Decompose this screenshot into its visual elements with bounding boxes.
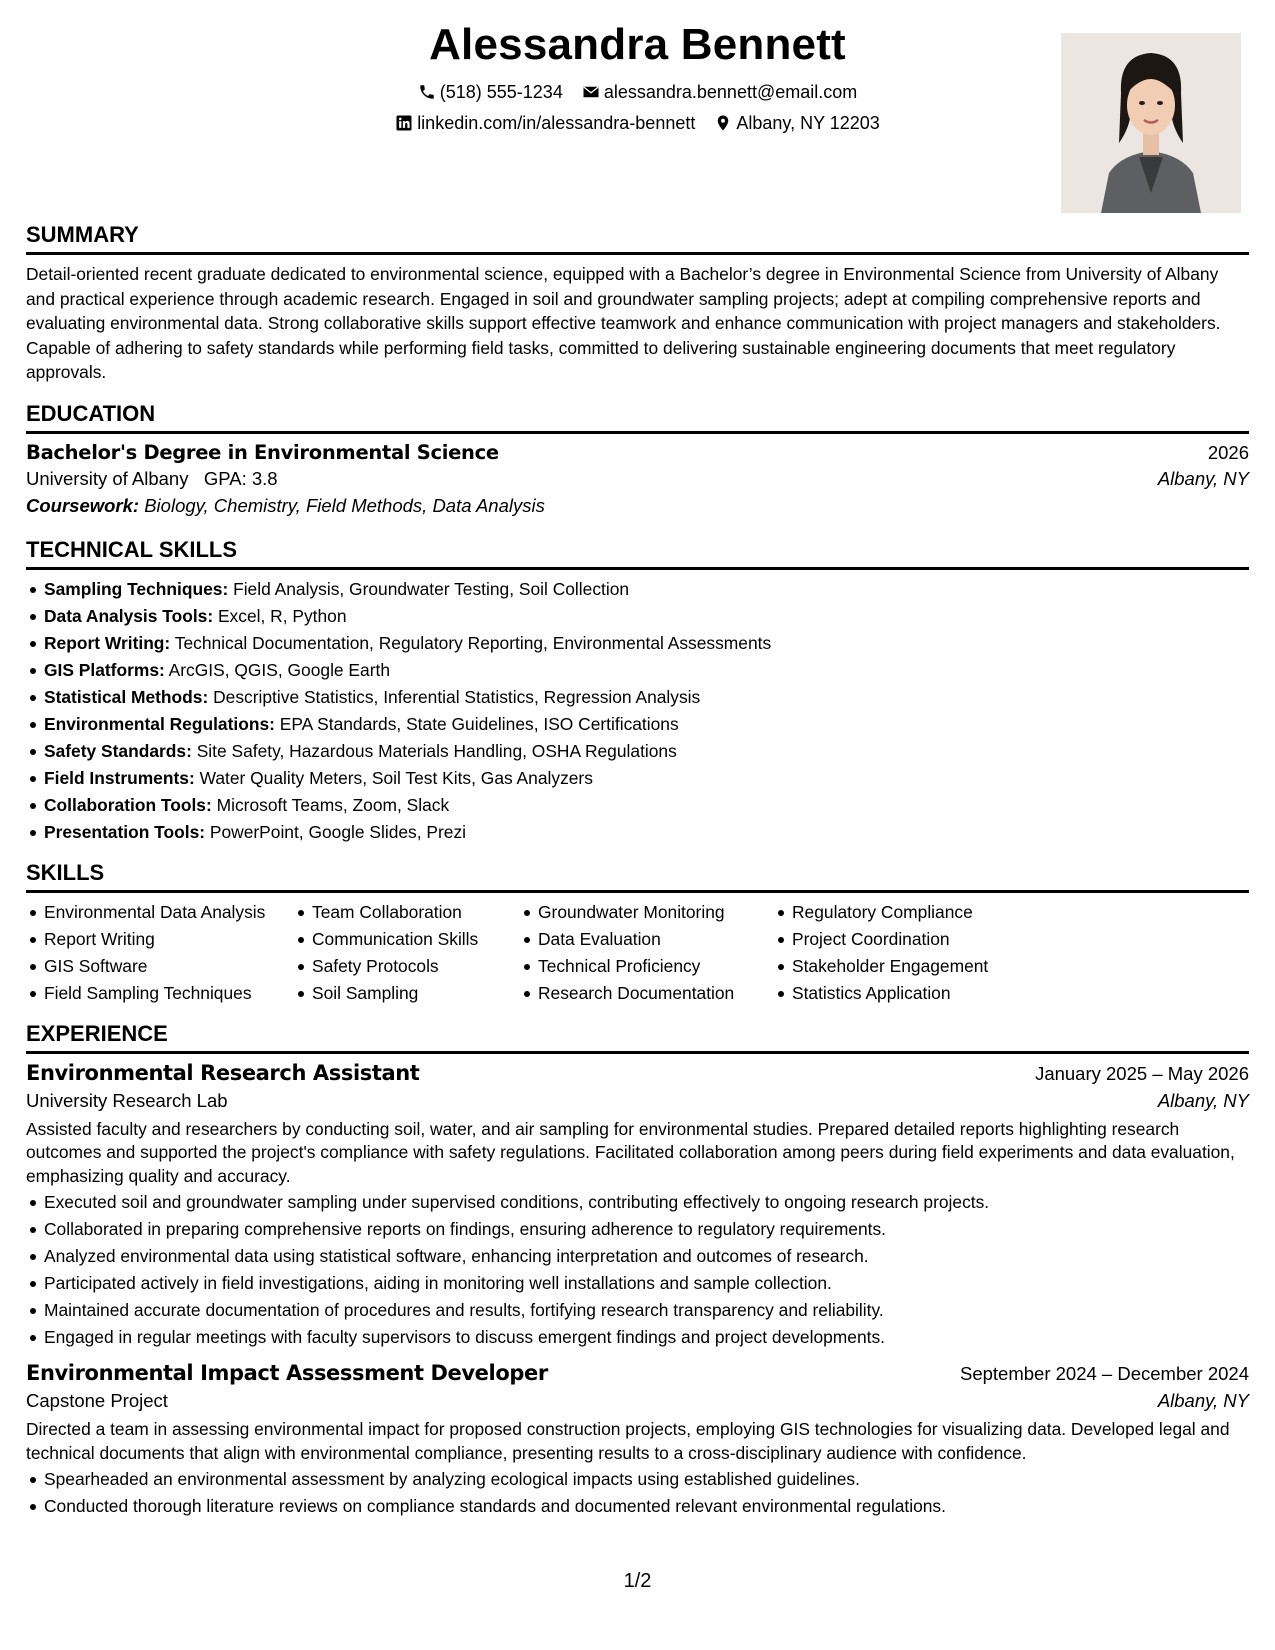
graduation-year: 2026 xyxy=(1207,441,1249,463)
skills-section xyxy=(26,860,1249,1007)
list-item: Data Evaluation xyxy=(520,926,774,953)
list-item: Stakeholder Engagement xyxy=(774,953,1034,980)
coursework-list: Biology, Chemistry, Field Methods, Data Analysis xyxy=(139,494,545,516)
education-heading: EDUCATION xyxy=(26,401,1249,434)
list-item xyxy=(26,657,1249,684)
skill-category: Collaboration Tools: xyxy=(44,794,212,815)
degree-name: Bachelor's Degree in Environmental Science xyxy=(26,440,499,464)
skill-category: Safety Standards: xyxy=(44,740,192,761)
list-item xyxy=(26,819,1249,846)
job-bullets xyxy=(26,1466,1249,1520)
skill-values: Microsoft Teams, Zoom, Slack xyxy=(211,794,450,815)
skill-category: Presentation Tools: xyxy=(44,821,206,842)
list-item: Executed soil and groundwater sampling under supervised conditions, contributing effectively to ongoing research projects. xyxy=(26,1189,1249,1216)
profile-photo-image xyxy=(1061,33,1241,213)
skill-values: EPA Standards, State Guidelines, ISO Certifications xyxy=(274,713,679,734)
skill-category: Data Analysis Tools: xyxy=(44,605,214,626)
list-item: Conducted thorough literature reviews on compliance standards and documented relevant environmental regulations. xyxy=(26,1493,1249,1520)
list-item: Communication Skills xyxy=(294,926,520,953)
degree-row xyxy=(26,441,1249,464)
summary-text: Detail-oriented recent graduate dedicated to environmental science, equipped with a Bachelor’s degree in Environmental Science from University of Albany and practical experience through academic research. Engaged in soil and groundwater sampling projects; adept at compiling comprehensive reports and evaluating environmental data. Strong collaborative skills support effective teamwork and enhance communication with project managers and stakeholders. Capable of adhering to safety standards while performing field tasks, committed to delivering sustainable engineering documents that meet regulatory approvals. xyxy=(26,264,1221,383)
skill-values: Site Safety, Hazardous Materials Handling, OSHA Regulations xyxy=(191,740,677,761)
skill-category: Sampling Techniques: xyxy=(44,578,229,599)
candidate-name: Alessandra Bennett xyxy=(429,20,846,69)
job-org-row xyxy=(26,1090,1249,1112)
skill-values: ArcGIS, QGIS, Google Earth xyxy=(164,659,391,680)
phone-text: (518) 555-1234 xyxy=(439,82,563,102)
list-item xyxy=(26,684,1249,711)
job-title: Environmental Research Assistant xyxy=(26,1060,420,1085)
list-item xyxy=(26,711,1249,738)
list-item: Team Collaboration xyxy=(294,899,520,926)
job-description: Assisted faculty and researchers by conducting soil, water, and air sampling for environmental studies. Prepared detailed reports highlighting research outcomes and supported the project's compliance with safety regulations. Facilitated collaboration among peers during field experiments and data evaluation, emphasizing quality and accuracy. xyxy=(26,1118,1235,1186)
list-item: Field Sampling Techniques xyxy=(26,980,294,1007)
linkedin-icon xyxy=(395,114,413,132)
technical-skills-heading: TECHNICAL SKILLS xyxy=(26,537,1249,570)
map-pin-icon xyxy=(714,114,732,132)
technical-skills-section xyxy=(26,537,1249,846)
profile-photo xyxy=(1061,33,1241,213)
page-number: 1/2 xyxy=(623,1570,652,1592)
list-item: Safety Protocols xyxy=(294,953,520,980)
list-item: Report Writing xyxy=(26,926,294,953)
job-entry-2 xyxy=(26,1361,1249,1520)
linkedin-contact[interactable] xyxy=(395,112,695,134)
job-dates: September 2024 – December 2024 xyxy=(960,1363,1249,1385)
job-location: Albany, NY xyxy=(1157,1390,1249,1412)
list-item: Groundwater Monitoring xyxy=(520,899,774,926)
list-item xyxy=(26,792,1249,819)
list-item: Participated actively in field investigations, aiding in monitoring well installations and sample collection. xyxy=(26,1270,1249,1297)
skills-grid xyxy=(26,899,1249,1007)
job-title: Environmental Impact Assessment Developer xyxy=(26,1361,548,1386)
list-item xyxy=(26,630,1249,657)
skill-category: Statistical Methods: xyxy=(44,686,209,707)
list-item xyxy=(26,603,1249,630)
list-item: Spearheaded an environmental assessment by analyzing ecological impacts using established guidelines. xyxy=(26,1466,1249,1493)
list-item: Collaborated in preparing comprehensive reports on findings, ensuring adherence to regulatory requirements. xyxy=(26,1216,1249,1243)
envelope-icon xyxy=(582,83,600,101)
skills-column-4 xyxy=(774,899,1034,1007)
coursework-line xyxy=(26,495,1249,517)
skill-values: PowerPoint, Google Slides, Prezi xyxy=(205,821,467,842)
list-item: Statistics Application xyxy=(774,980,1034,1007)
school-row xyxy=(26,468,1249,490)
school-gpa: University of Albany GPA: 3.8 xyxy=(26,467,278,489)
education-section xyxy=(26,401,1249,517)
list-item: Engaged in regular meetings with faculty supervisors to discuss emergent findings and project developments. xyxy=(26,1324,1249,1351)
list-item: Technical Proficiency xyxy=(520,953,774,980)
skills-column-2 xyxy=(294,899,520,1007)
email-text: alessandra.bennett@email.com xyxy=(603,82,858,102)
job-title-row xyxy=(26,1061,1249,1085)
skill-values: Excel, R, Python xyxy=(213,605,347,626)
job-entry-1 xyxy=(26,1061,1249,1352)
list-item: Project Coordination xyxy=(774,926,1034,953)
linkedin-text: linkedin.com/in/alessandra-bennett xyxy=(417,113,696,133)
skill-category: Field Instruments: xyxy=(44,767,195,788)
summary-section xyxy=(26,222,1249,385)
list-item xyxy=(26,765,1249,792)
location-text: Albany, NY 12203 xyxy=(736,113,880,133)
job-description: Directed a team in assessing environmental impact for proposed construction projects, employing GIS technologies for visualizing data. Developed legal and technical documents that align with environmental compliance, presenting results to a cross-disciplinary audience with confidence. xyxy=(26,1419,1230,1463)
summary-heading: SUMMARY xyxy=(26,222,1249,255)
school-location: Albany, NY xyxy=(1157,467,1249,489)
list-item: GIS Software xyxy=(26,953,294,980)
skill-values: Descriptive Statistics, Inferential Statistics, Regression Analysis xyxy=(208,686,701,707)
skill-category: GIS Platforms: xyxy=(44,659,165,680)
skill-values: Water Quality Meters, Soil Test Kits, Gas Analyzers xyxy=(194,767,593,788)
resume-page xyxy=(26,0,1249,1650)
experience-heading: EXPERIENCE xyxy=(26,1021,1249,1054)
technical-skills-list xyxy=(26,576,1249,846)
job-org-row xyxy=(26,1390,1249,1412)
job-organization: Capstone Project xyxy=(26,1390,168,1412)
phone-icon xyxy=(418,83,436,101)
list-item: Soil Sampling xyxy=(294,980,520,1007)
list-item: Environmental Data Analysis xyxy=(26,899,294,926)
location-contact xyxy=(714,112,879,134)
experience-section xyxy=(26,1021,1249,1521)
skill-values: Field Analysis, Groundwater Testing, Soil Collection xyxy=(228,578,630,599)
skills-column-1 xyxy=(26,899,294,1007)
list-item: Research Documentation xyxy=(520,980,774,1007)
job-organization: University Research Lab xyxy=(26,1089,228,1111)
skill-category: Environmental Regulations: xyxy=(44,713,275,734)
list-item: Regulatory Compliance xyxy=(774,899,1034,926)
job-title-row xyxy=(26,1361,1249,1385)
skill-values: Technical Documentation, Regulatory Reporting, Environmental Assessments xyxy=(170,632,772,653)
skills-heading: SKILLS xyxy=(26,860,1249,893)
coursework-label: Coursework: xyxy=(26,494,140,516)
job-location: Albany, NY xyxy=(1157,1089,1249,1111)
phone-contact[interactable] xyxy=(418,81,563,103)
skills-column-3 xyxy=(520,899,774,1007)
email-contact[interactable] xyxy=(582,81,857,103)
list-item: Analyzed environmental data using statistical software, enhancing interpretation and outcomes of research. xyxy=(26,1243,1249,1270)
job-bullets xyxy=(26,1189,1249,1351)
job-dates: January 2025 – May 2026 xyxy=(1035,1062,1249,1084)
list-item: Maintained accurate documentation of procedures and results, fortifying research transparency and reliability. xyxy=(26,1297,1249,1324)
list-item xyxy=(26,576,1249,603)
list-item xyxy=(26,738,1249,765)
skill-category: Report Writing: xyxy=(44,632,171,653)
resume-header xyxy=(26,0,1249,222)
